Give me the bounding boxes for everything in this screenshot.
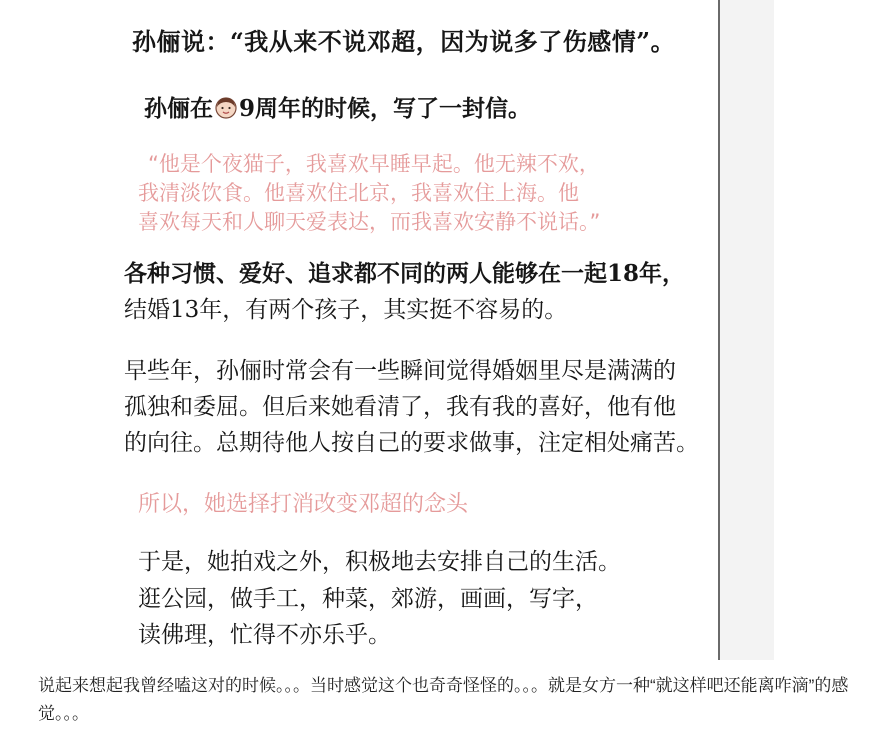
letter-intro-prefix: 孙俪在 — [144, 95, 213, 122]
paragraph-line: 于是，她拍戏之外，积极地去安排自己的生活。 — [138, 549, 621, 575]
letter-quote-line-1: “他是个夜猫子，我喜欢早睡早起。他无辣不欢， — [148, 152, 600, 176]
paragraph-line: 逛公园，做手工，种菜，郊游，画画，写字， — [138, 586, 598, 612]
post-image[interactable] — [38, 0, 774, 660]
highlight-line: 所以，她选择打消改变邓超的念头 — [138, 492, 469, 517]
paragraph-line: 的向往。总期待他人按自己的要求做事，注定相处痛苦。 — [124, 430, 699, 456]
paragraph-line: 孤独和委屈。但后来她看清了，我有我的喜好，他有他 — [124, 394, 676, 420]
text-screenshot — [38, 0, 720, 660]
paragraph-line: 读佛理，忙得不亦乐乎。 — [138, 622, 391, 648]
letter-quote-line-2: 我清淡饮食。他喜欢住北京，我喜欢住上海。他 — [138, 181, 579, 205]
post-caption: 说起来想起我曾经嗑这对的时候。。。当时感觉这个也奇奇怪怪的。。。就是女方一种“就这样吧还能离咋滴”的感觉。。。 — [38, 676, 849, 723]
paragraph-line: 早些年，孙俪时常会有一些瞬间觉得婚姻里尽是满满的 — [124, 358, 676, 384]
woman-face-emoji-icon — [214, 96, 238, 120]
letter-intro-line — [144, 90, 531, 123]
letter-intro-suffix: 9周年的时候，写了一封信。 — [239, 95, 532, 122]
headline-quote: 孙俪说：“我从来不说邓超，因为说多了伤感情”。 — [132, 27, 676, 56]
letter-quote-line-3: 喜欢每天和人聊天爱表达，而我喜欢安静不说话。” — [138, 210, 601, 234]
paragraph-line: 各种习惯、爱好、追求都不同的两人能够在一起18年， — [124, 260, 686, 287]
paragraph-line: 结婚13年，有两个孩子，其实挺不容易的。 — [124, 297, 568, 323]
